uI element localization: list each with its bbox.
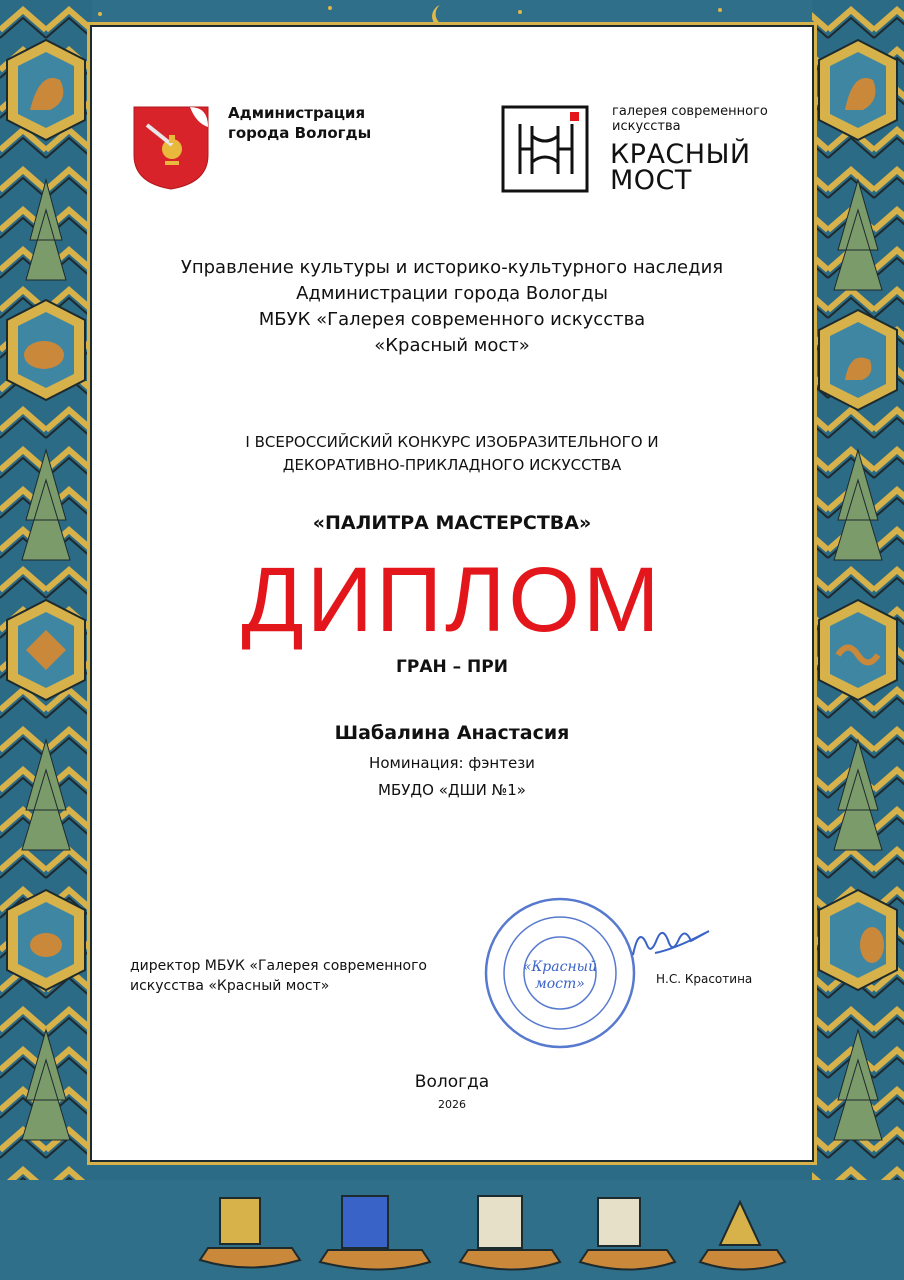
admin-line-2: города Вологды: [228, 124, 372, 142]
stamp-text-line-1: «Красный: [522, 959, 598, 975]
official-stamp: [480, 893, 640, 1053]
contest-line-2: ДЕКОРАТИВНО-ПРИКЛАДНОГО ИСКУССТВА: [282, 456, 622, 474]
gallery-subtitle-line-1: галерея современного: [612, 104, 768, 119]
organizer-line: «Красный мост»: [374, 335, 530, 356]
signatory-role: [130, 956, 427, 996]
diploma-heading: ДИПЛОМ: [241, 549, 663, 651]
signatory-name: Н.С. Красотина: [656, 972, 753, 986]
organizer-line: Управление культуры и историко-культурного наследия: [180, 257, 724, 278]
gallery-name-line-2: МОСТ: [610, 165, 692, 196]
award-title: ГРАН – ПРИ: [396, 657, 508, 677]
gallery-subtitle: [612, 104, 768, 134]
gallery-name: [610, 139, 751, 196]
contest-title: [92, 431, 812, 477]
coat-of-arms-icon: [132, 105, 210, 191]
contest-line-1: I ВСЕРОССИЙСКИЙ КОНКУРС ИЗОБРАЗИТЕЛЬНОГО И: [245, 433, 659, 451]
year: 2026: [438, 1098, 466, 1111]
contest-name: «ПАЛИТРА МАСТЕРСТВА»: [312, 512, 592, 534]
administration-label: [228, 103, 371, 143]
school-name: МБУДО «ДШИ №1»: [378, 781, 526, 799]
owl-icon: [860, 927, 884, 963]
gallery-subtitle-line-2: искусства: [612, 119, 681, 134]
stamp-text-line-2: мост»: [535, 976, 585, 992]
gallery-name-line-1: КРАСНЫЙ: [610, 139, 751, 170]
handwritten-signature: [625, 915, 725, 970]
nomination: Номинация: фэнтези: [369, 754, 535, 772]
recipient-name: Шабалина Анастасия: [334, 722, 570, 744]
organizer-line: Администрации города Вологды: [296, 283, 608, 304]
signatory-role-line-2: искусства «Красный мост»: [130, 978, 330, 994]
admin-line-1: Администрация: [228, 104, 366, 122]
hare-icon: [30, 933, 62, 957]
city: Вологда: [414, 1072, 490, 1092]
gallery-logo-icon: [500, 104, 592, 196]
signatory-role-line-1: директор МБУК «Галерея современного: [130, 958, 427, 974]
fish-icon: [24, 341, 64, 369]
organizer-line: МБУК «Галерея современного искусства: [258, 309, 646, 330]
organizers-block: [92, 255, 812, 359]
